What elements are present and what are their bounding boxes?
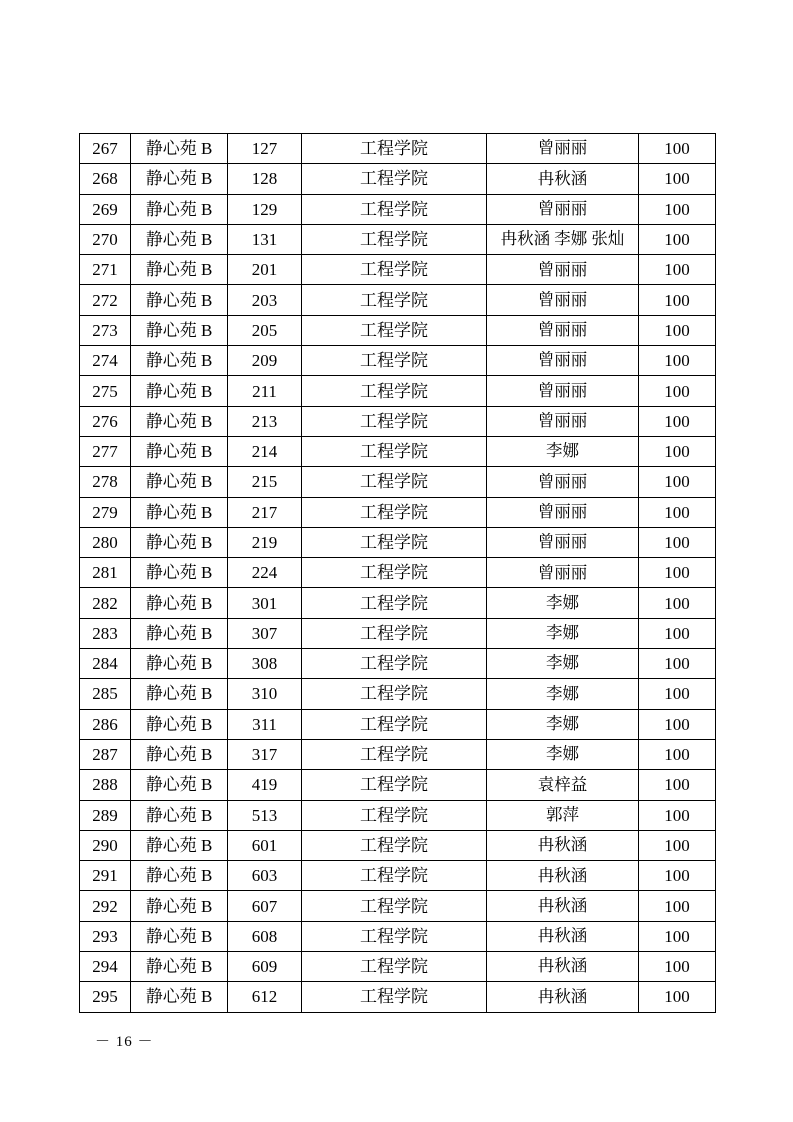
cell-score: 100	[639, 224, 716, 254]
cell-score: 100	[639, 891, 716, 921]
cell-person: 李娜	[487, 739, 639, 769]
cell-room: 127	[228, 134, 302, 164]
cell-college: 工程学院	[302, 134, 487, 164]
cell-room: 601	[228, 830, 302, 860]
cell-number: 279	[80, 497, 131, 527]
cell-college: 工程学院	[302, 255, 487, 285]
table-row	[80, 770, 716, 800]
cell-building: 静心苑 B	[131, 830, 228, 860]
cell-score: 100	[639, 164, 716, 194]
cell-score: 100	[639, 830, 716, 860]
cell-college: 工程学院	[302, 224, 487, 254]
cell-person: 曾丽丽	[487, 497, 639, 527]
cell-number: 282	[80, 588, 131, 618]
cell-college: 工程学院	[302, 830, 487, 860]
cell-number: 270	[80, 224, 131, 254]
cell-building: 静心苑 B	[131, 618, 228, 648]
cell-building: 静心苑 B	[131, 679, 228, 709]
cell-score: 100	[639, 527, 716, 557]
table-row	[80, 436, 716, 466]
table-row	[80, 346, 716, 376]
cell-score: 100	[639, 406, 716, 436]
cell-person: 李娜	[487, 588, 639, 618]
cell-score: 100	[639, 497, 716, 527]
table-row	[80, 649, 716, 679]
table-row	[80, 830, 716, 860]
cell-score: 100	[639, 709, 716, 739]
cell-room: 609	[228, 952, 302, 982]
cell-building: 静心苑 B	[131, 891, 228, 921]
cell-college: 工程学院	[302, 891, 487, 921]
cell-building: 静心苑 B	[131, 134, 228, 164]
table-row	[80, 224, 716, 254]
cell-room: 211	[228, 376, 302, 406]
cell-room: 513	[228, 800, 302, 830]
table-row	[80, 982, 716, 1012]
cell-building: 静心苑 B	[131, 285, 228, 315]
cell-room: 419	[228, 770, 302, 800]
cell-score: 100	[639, 800, 716, 830]
table-row	[80, 921, 716, 951]
cell-building: 静心苑 B	[131, 376, 228, 406]
cell-building: 静心苑 B	[131, 921, 228, 951]
table-row	[80, 134, 716, 164]
cell-building: 静心苑 B	[131, 497, 228, 527]
cell-building: 静心苑 B	[131, 861, 228, 891]
table-row	[80, 800, 716, 830]
cell-college: 工程学院	[302, 679, 487, 709]
cell-number: 281	[80, 558, 131, 588]
cell-number: 276	[80, 406, 131, 436]
cell-person: 李娜	[487, 679, 639, 709]
cell-room: 205	[228, 315, 302, 345]
cell-person: 冉秋涵	[487, 830, 639, 860]
cell-building: 静心苑 B	[131, 800, 228, 830]
cell-number: 288	[80, 770, 131, 800]
cell-college: 工程学院	[302, 527, 487, 557]
cell-college: 工程学院	[302, 164, 487, 194]
cell-college: 工程学院	[302, 315, 487, 345]
cell-room: 219	[228, 527, 302, 557]
cell-building: 静心苑 B	[131, 649, 228, 679]
cell-number: 272	[80, 285, 131, 315]
cell-person: 冉秋涵	[487, 164, 639, 194]
dormitory-record-table	[79, 133, 716, 1013]
cell-score: 100	[639, 346, 716, 376]
cell-person: 曾丽丽	[487, 285, 639, 315]
table-row	[80, 315, 716, 345]
cell-person: 曾丽丽	[487, 467, 639, 497]
cell-building: 静心苑 B	[131, 558, 228, 588]
cell-room: 215	[228, 467, 302, 497]
cell-room: 612	[228, 982, 302, 1012]
cell-room: 317	[228, 739, 302, 769]
cell-building: 静心苑 B	[131, 982, 228, 1012]
cell-person: 曾丽丽	[487, 346, 639, 376]
cell-score: 100	[639, 952, 716, 982]
cell-college: 工程学院	[302, 982, 487, 1012]
cell-building: 静心苑 B	[131, 467, 228, 497]
cell-number: 286	[80, 709, 131, 739]
cell-building: 静心苑 B	[131, 739, 228, 769]
table-row	[80, 376, 716, 406]
cell-number: 280	[80, 527, 131, 557]
cell-score: 100	[639, 618, 716, 648]
cell-building: 静心苑 B	[131, 164, 228, 194]
cell-number: 267	[80, 134, 131, 164]
cell-room: 603	[228, 861, 302, 891]
cell-room: 310	[228, 679, 302, 709]
cell-college: 工程学院	[302, 588, 487, 618]
cell-college: 工程学院	[302, 376, 487, 406]
cell-score: 100	[639, 558, 716, 588]
cell-room: 217	[228, 497, 302, 527]
cell-college: 工程学院	[302, 861, 487, 891]
table-row	[80, 679, 716, 709]
cell-person: 郭萍	[487, 800, 639, 830]
table-row	[80, 164, 716, 194]
cell-score: 100	[639, 982, 716, 1012]
cell-number: 268	[80, 164, 131, 194]
cell-building: 静心苑 B	[131, 406, 228, 436]
cell-college: 工程学院	[302, 497, 487, 527]
cell-college: 工程学院	[302, 921, 487, 951]
cell-room: 308	[228, 649, 302, 679]
cell-person: 冉秋涵	[487, 861, 639, 891]
cell-person: 曾丽丽	[487, 134, 639, 164]
cell-room: 224	[228, 558, 302, 588]
cell-room: 213	[228, 406, 302, 436]
cell-person: 袁梓益	[487, 770, 639, 800]
cell-person: 李娜	[487, 709, 639, 739]
cell-person: 李娜	[487, 436, 639, 466]
cell-building: 静心苑 B	[131, 315, 228, 345]
cell-room: 607	[228, 891, 302, 921]
cell-building: 静心苑 B	[131, 436, 228, 466]
table-row	[80, 558, 716, 588]
cell-building: 静心苑 B	[131, 346, 228, 376]
cell-building: 静心苑 B	[131, 194, 228, 224]
cell-college: 工程学院	[302, 194, 487, 224]
cell-number: 273	[80, 315, 131, 345]
cell-number: 291	[80, 861, 131, 891]
cell-person: 冉秋涵	[487, 952, 639, 982]
cell-college: 工程学院	[302, 436, 487, 466]
table-row	[80, 285, 716, 315]
cell-college: 工程学院	[302, 952, 487, 982]
cell-score: 100	[639, 861, 716, 891]
cell-score: 100	[639, 739, 716, 769]
cell-score: 100	[639, 285, 716, 315]
cell-score: 100	[639, 134, 716, 164]
cell-room: 129	[228, 194, 302, 224]
cell-person: 曾丽丽	[487, 558, 639, 588]
table-row	[80, 194, 716, 224]
cell-person: 李娜	[487, 649, 639, 679]
cell-room: 214	[228, 436, 302, 466]
table-row	[80, 406, 716, 436]
cell-score: 100	[639, 679, 716, 709]
table-row	[80, 618, 716, 648]
cell-building: 静心苑 B	[131, 255, 228, 285]
cell-number: 287	[80, 739, 131, 769]
cell-number: 278	[80, 467, 131, 497]
cell-number: 293	[80, 921, 131, 951]
cell-score: 100	[639, 770, 716, 800]
cell-room: 131	[228, 224, 302, 254]
cell-person: 冉秋涵	[487, 891, 639, 921]
cell-college: 工程学院	[302, 800, 487, 830]
cell-number: 271	[80, 255, 131, 285]
cell-person: 曾丽丽	[487, 406, 639, 436]
table-row	[80, 891, 716, 921]
table-row	[80, 709, 716, 739]
cell-room: 201	[228, 255, 302, 285]
cell-room: 311	[228, 709, 302, 739]
cell-college: 工程学院	[302, 618, 487, 648]
cell-person: 曾丽丽	[487, 194, 639, 224]
cell-building: 静心苑 B	[131, 952, 228, 982]
cell-building: 静心苑 B	[131, 770, 228, 800]
cell-number: 295	[80, 982, 131, 1012]
cell-number: 294	[80, 952, 131, 982]
table-row	[80, 739, 716, 769]
table-row	[80, 952, 716, 982]
cell-person: 曾丽丽	[487, 315, 639, 345]
table-row	[80, 497, 716, 527]
cell-college: 工程学院	[302, 709, 487, 739]
cell-number: 289	[80, 800, 131, 830]
cell-score: 100	[639, 467, 716, 497]
cell-college: 工程学院	[302, 649, 487, 679]
cell-person: 曾丽丽	[487, 527, 639, 557]
cell-person: 冉秋涵 李娜 张灿	[487, 224, 639, 254]
table-row	[80, 467, 716, 497]
cell-room: 209	[228, 346, 302, 376]
cell-building: 静心苑 B	[131, 527, 228, 557]
cell-building: 静心苑 B	[131, 224, 228, 254]
cell-college: 工程学院	[302, 558, 487, 588]
cell-number: 284	[80, 649, 131, 679]
cell-score: 100	[639, 649, 716, 679]
cell-building: 静心苑 B	[131, 709, 228, 739]
cell-college: 工程学院	[302, 285, 487, 315]
cell-college: 工程学院	[302, 406, 487, 436]
cell-number: 285	[80, 679, 131, 709]
cell-college: 工程学院	[302, 467, 487, 497]
cell-room: 203	[228, 285, 302, 315]
cell-college: 工程学院	[302, 770, 487, 800]
cell-score: 100	[639, 588, 716, 618]
cell-room: 608	[228, 921, 302, 951]
page-number: － 16 －	[95, 1034, 154, 1050]
cell-score: 100	[639, 376, 716, 406]
cell-building: 静心苑 B	[131, 588, 228, 618]
cell-number: 283	[80, 618, 131, 648]
cell-number: 277	[80, 436, 131, 466]
cell-score: 100	[639, 315, 716, 345]
cell-college: 工程学院	[302, 346, 487, 376]
cell-person: 曾丽丽	[487, 376, 639, 406]
cell-number: 292	[80, 891, 131, 921]
cell-person: 冉秋涵	[487, 982, 639, 1012]
table-row	[80, 861, 716, 891]
cell-room: 301	[228, 588, 302, 618]
cell-score: 100	[639, 255, 716, 285]
cell-person: 曾丽丽	[487, 255, 639, 285]
cell-person: 冉秋涵	[487, 921, 639, 951]
table-row	[80, 588, 716, 618]
cell-number: 290	[80, 830, 131, 860]
cell-score: 100	[639, 921, 716, 951]
cell-room: 128	[228, 164, 302, 194]
cell-person: 李娜	[487, 618, 639, 648]
table-row	[80, 527, 716, 557]
cell-number: 269	[80, 194, 131, 224]
cell-college: 工程学院	[302, 739, 487, 769]
table-body	[80, 134, 716, 1013]
cell-room: 307	[228, 618, 302, 648]
cell-score: 100	[639, 436, 716, 466]
cell-number: 274	[80, 346, 131, 376]
cell-number: 275	[80, 376, 131, 406]
table-row	[80, 255, 716, 285]
cell-score: 100	[639, 194, 716, 224]
